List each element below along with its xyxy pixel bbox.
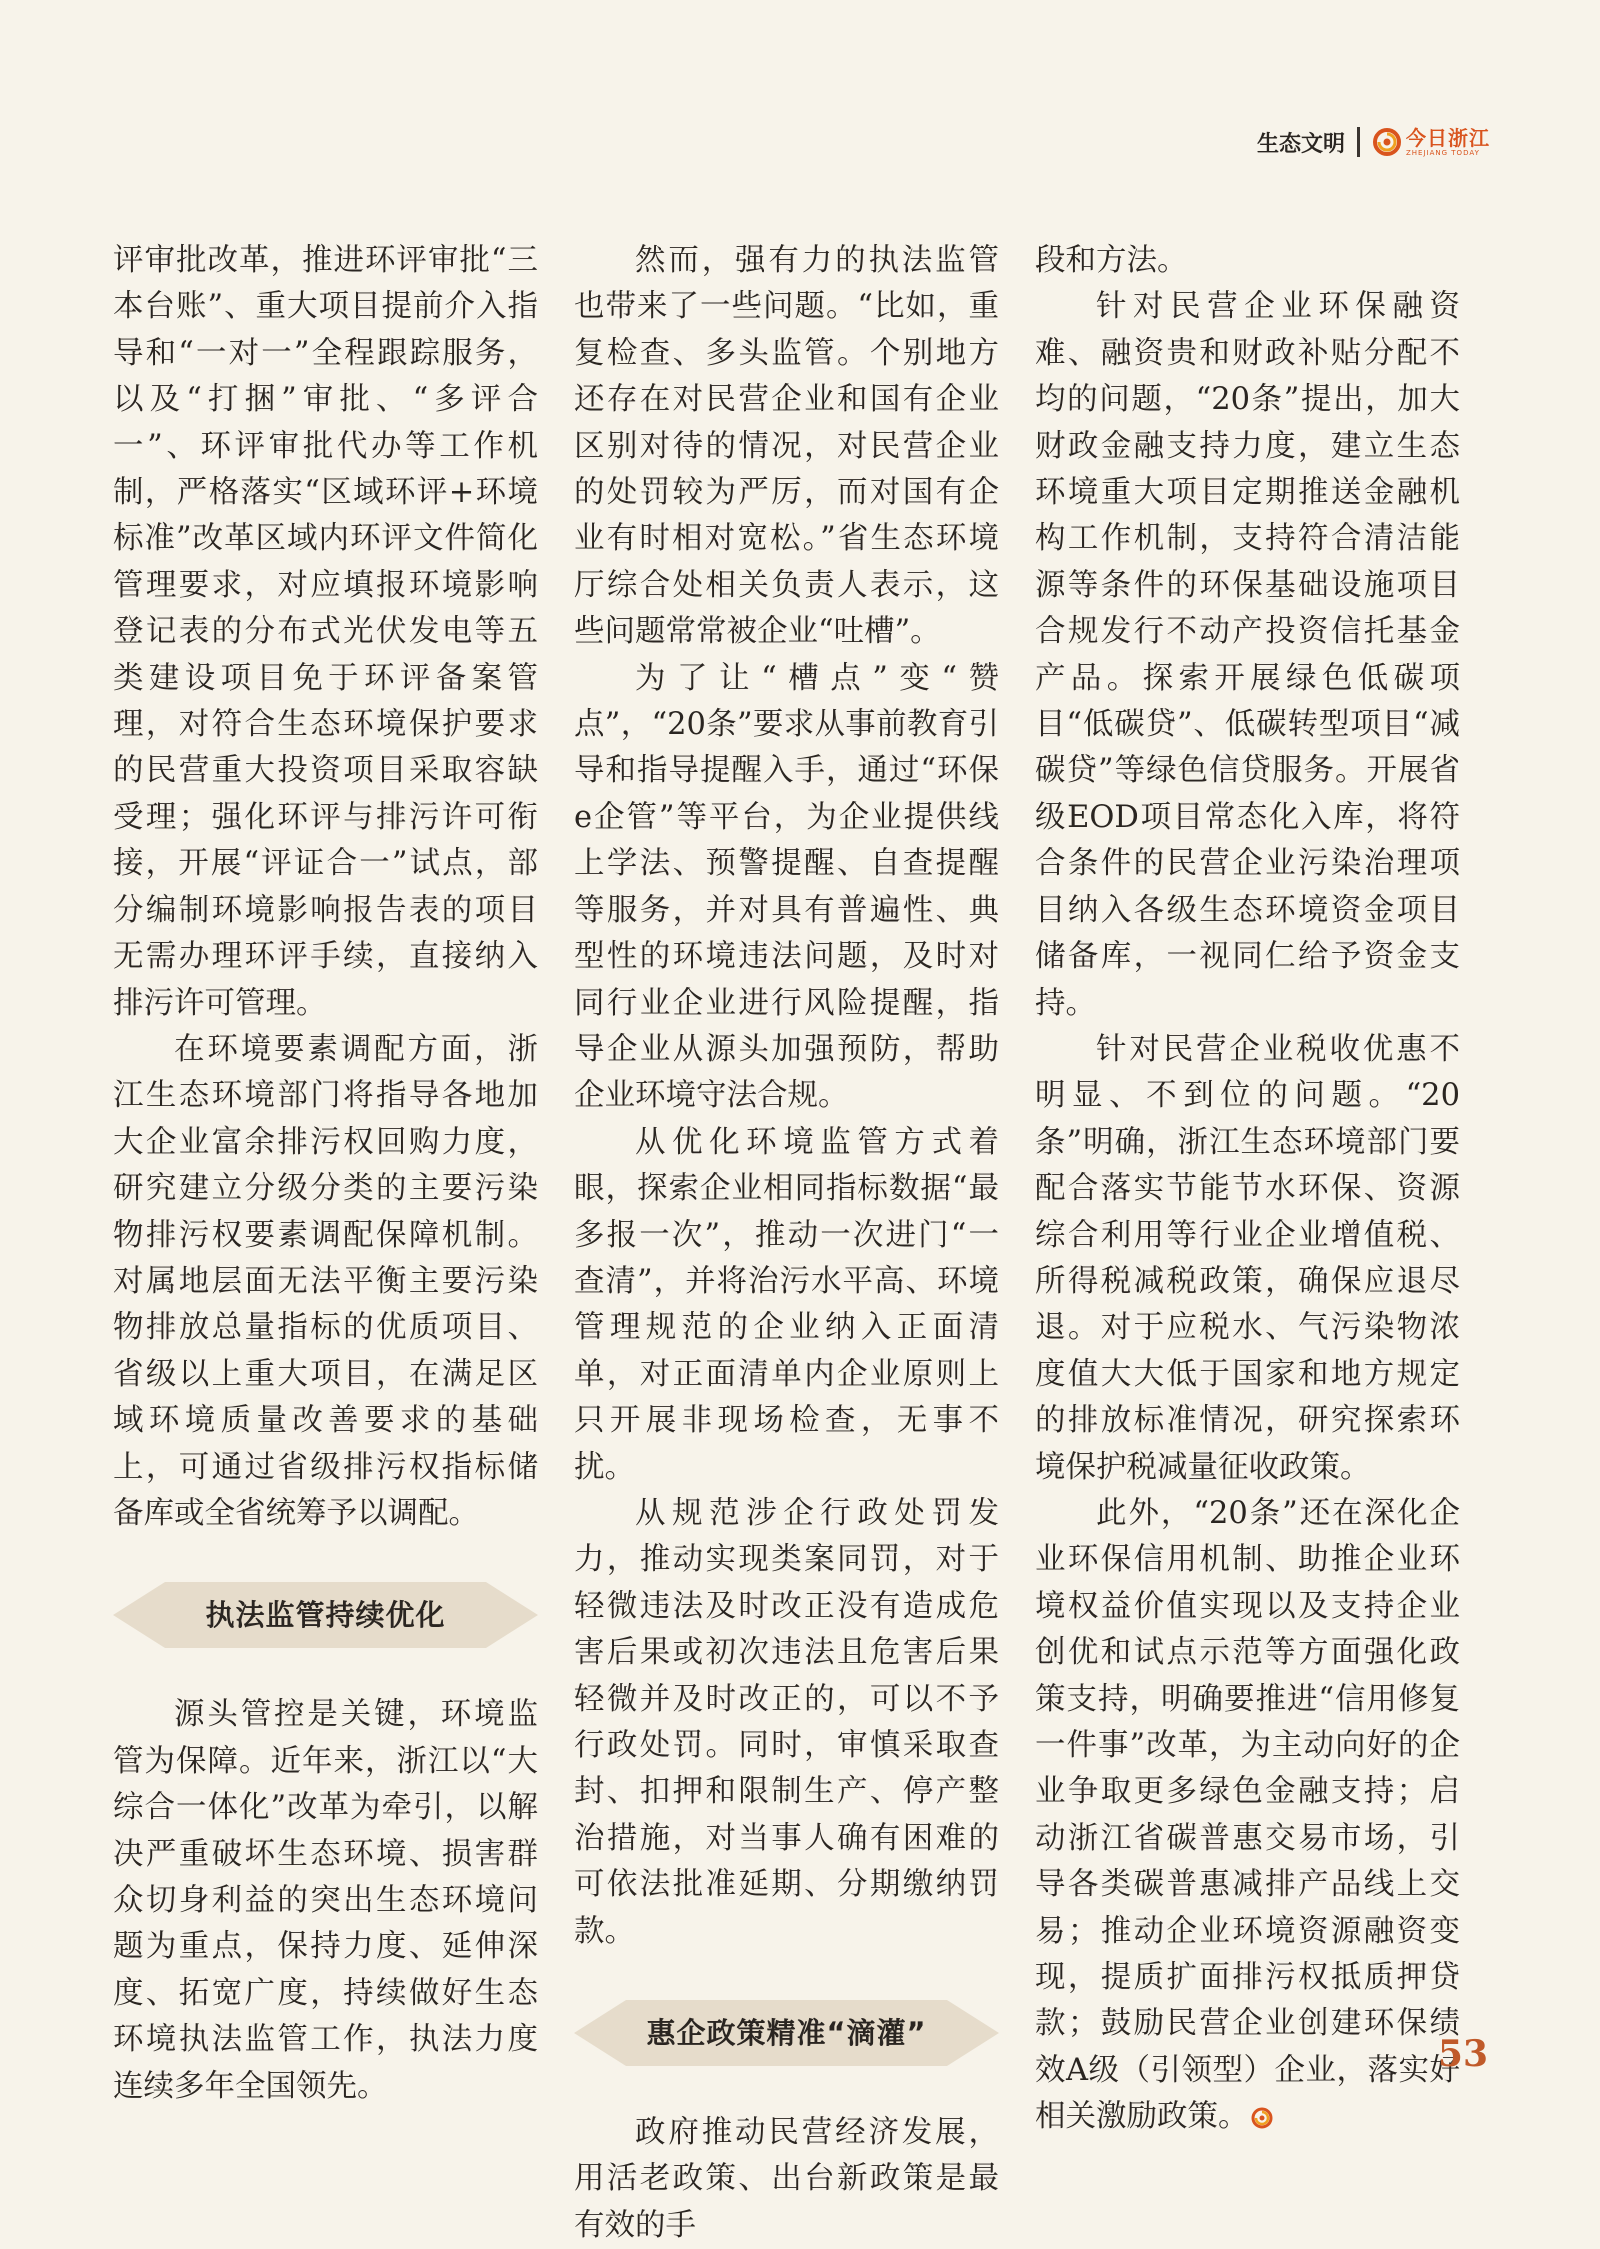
paragraph: 评审批改革，推进环评审批“三本台账”、重大项目提前介入指导和“一对一”全程跟踪服务，以及“打捆”审批、“多评合一”、环评审批代办等工作机制，严格落实“区域环评+环境标准”改革区域内环评文件简化管理要求，对应填报环境影响登记表的分布式光伏发电等五类建设项目免于环评备案管理，对符合生态环境保护要求的民营重大投资项目采取容缺受理；强化环评与排污许可衔接，开展“评证合一”试点，部分编制环境影响报告表的项目无需办理环评手续，直接纳入排污许可管理。 (113, 243, 538, 1021)
paragraph: 从优化环境监管方式着眼，探索企业相同指标数据“最多报一次”，推动一次进门“一查清”，并将治污水平高、环境管理规范的企业纳入正面清单，对正面清单内企业原则上只开展非现场检查，无事不扰。 (574, 1124, 999, 1485)
section-heading-banner (113, 1578, 538, 1652)
paragraph: 政府推动民营经济发展，用活老政策、出台新政策是最有效的手 (574, 2115, 999, 2243)
end-of-article-icon (1251, 2107, 1273, 2129)
paragraph: 段和方法。 (1035, 243, 1188, 278)
paragraph: 然而，强有力的执法监管也带来了一些问题。“比如，重复检查、多头监管。个别地方还存在对民营企业和国有企业区别对待的情况，对民营企业的处罚较为严厉，而对国有企业有时相对宽松。”省生态环境厅综合处相关负责人表示，这些问题常常被企业“吐槽”。 (574, 243, 999, 650)
paragraph: 从规范涉企行政处罚发力，推动实现类案同罚，对于轻微违法及时改正没有造成危害后果或初次违法且危害后果轻微并及时改正的，可以不予行政处罚。同时，审慎采取查封、扣押和限制生产、停产整治措施，对当事人确有困难的可依法批准延期、分期缴纳罚款。 (574, 1495, 999, 1949)
magazine-logo (1372, 127, 1490, 157)
logo-title: 今日浙江 (1406, 125, 1490, 150)
paragraph: 在环境要素调配方面，浙江生态环境部门将指导各地加大企业富余排污权回购力度，研究建立分级分类的主要污染物排污权要素调配保障机制。对属地层面无法平衡主要污染物排放总量指标的优质项目、省级以上重大项目，在满足区域环境质量改善要求的基础上，可通过省级排污权指标储备库或全省统筹予以调配。 (113, 1031, 538, 1531)
logo-subtitle: ZHEJIANG TODAY (1406, 148, 1480, 157)
paragraph: 针对民营企业环保融资难、融资贵和财政补贴分配不均的问题，“20条”提出，加大财政金融支持力度，建立生态环境重大项目定期推送金融机构工作机制，支持符合清洁能源等条件的环保基础设施项目合规发行不动产投资信托基金产品。探索开展绿色低碳项目“低碳贷”、低碳转型项目“减碳贷”等绿色信贷服务。开展省级EOD项目常态化入库，将符合条件的民营企业污染治理项目纳入各级生态环境资金项目储备库，一视同仁给予资金支持。 (1035, 289, 1460, 1021)
paragraph: 源头管控是关键，环境监管为保障。近年来，浙江以“大综合一体化”改革为牵引，以解决严重破坏生态环境、损害群众切身利益的突出生态环境问题为重点，保持力度、延伸深度、拓宽广度，持续做好生态环境执法监管工作，执法力度连续多年全国领先。 (113, 1697, 538, 2104)
paragraph (1035, 1491, 1460, 2141)
section-heading: 惠企政策精准“滴灌” (646, 2015, 927, 2050)
section-title: 生态文明 (1256, 131, 1345, 157)
paragraph: 针对民营企业税收优惠不明显、不到位的问题。“20条”明确，浙江生态环境部门要配合落实节能节水环保、资源综合利用等行业企业增值税、所得税减税政策，确保应退尽退。对于应税水、气污染物浓度值大大低于国家和地方规定的排放标准情况，研究探索环境保护税减量征收政策。 (1035, 1031, 1460, 1485)
column-2 (574, 238, 999, 2249)
header-divider (1357, 127, 1360, 157)
page-number: 53 (1437, 2033, 1488, 2075)
paragraph-text: 此外，“20条”还在深化企业环保信用机制、助推企业环境权益价值实现以及支持企业创优和试点示范等方面强化政策支持，明确要推进“信用修复一件事”改革，为主动向好的企业争取更多绿色金融支持；启动浙江省碳普惠交易市场，引导各类碳普惠减排产品线上交易；推动企业环境资源融资变现，提质扩面排污权抵质押贷款；鼓励民营企业创建环保绩效A级（引领型）企业，落实好相关激励政策。 (1035, 1495, 1460, 2135)
paragraph: 为了让“槽点”变“赞点”，“20条”要求从事前教育引导和指导提醒入手，通过“环保e企管”等平台，为企业提供线上学法、预警提醒、自查提醒等服务，并对具有普遍性、典型性的环境违法问题，及时对同行业企业进行风险提醒，指导企业从源头加强预防，帮助企业环境守法合规。 (574, 660, 999, 1114)
column-3 (1035, 238, 1460, 2141)
page-header (1257, 120, 1490, 164)
swirl-logo-icon (1372, 127, 1402, 157)
column-1 (113, 238, 538, 2110)
section-heading-banner (574, 1996, 999, 2070)
section-heading: 执法监管持续优化 (205, 1598, 446, 1633)
